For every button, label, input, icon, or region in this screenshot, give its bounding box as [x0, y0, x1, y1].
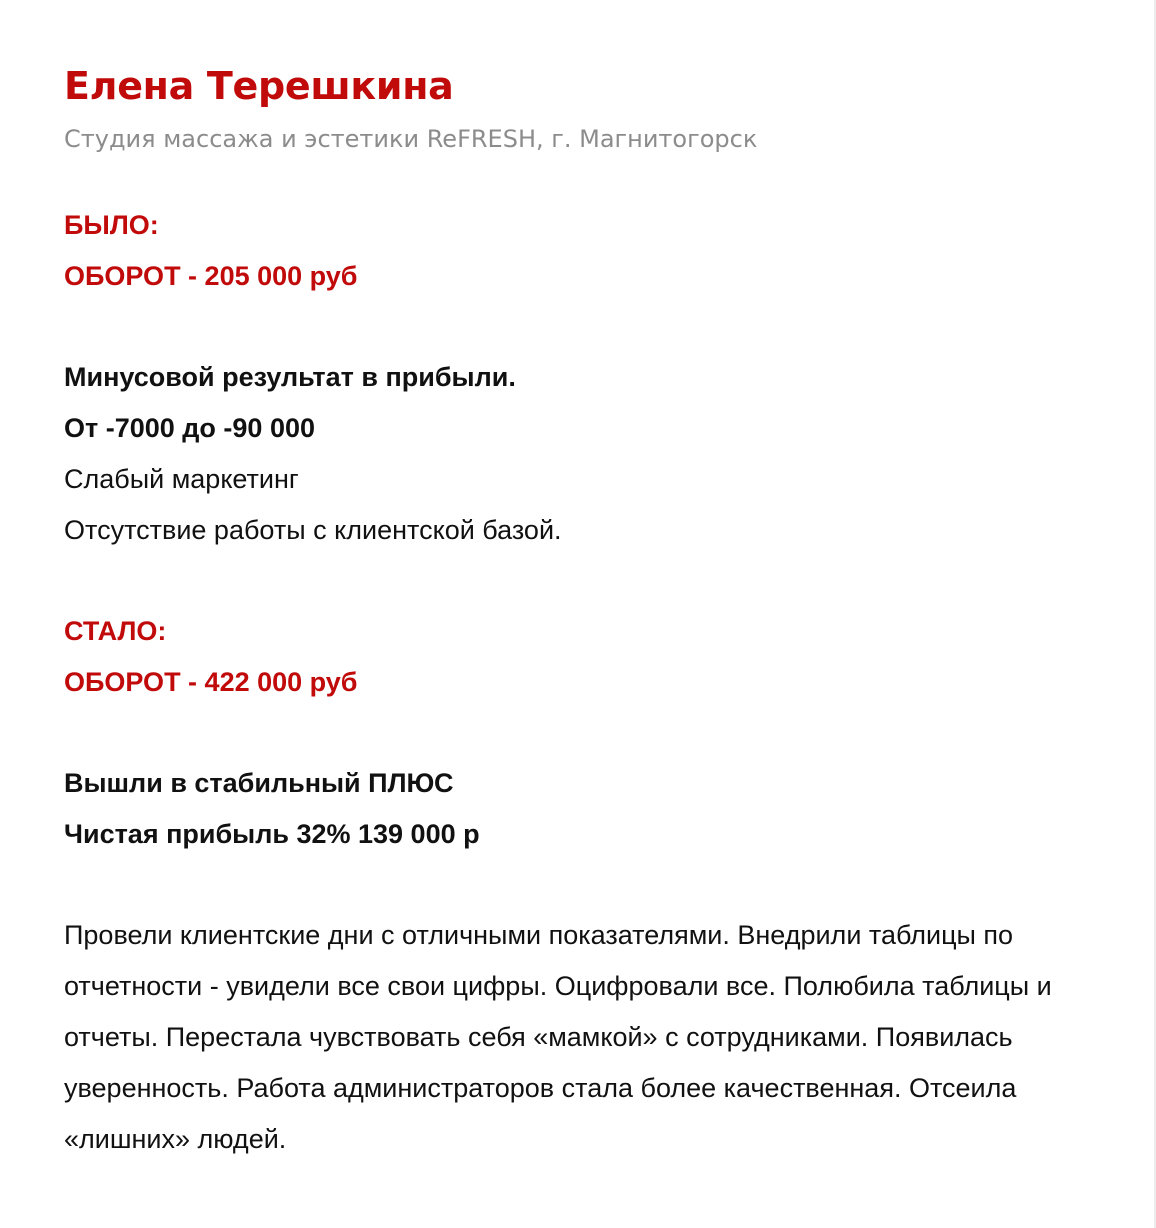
description-line: «лишних» людей.: [64, 1124, 287, 1154]
before-result-range: От -7000 до -90 000: [64, 413, 315, 443]
after-label: СТАЛО:: [64, 616, 167, 646]
studio-subtitle: Студия массажа и эстетики ReFRESH, г. Магнитогорск: [64, 125, 758, 153]
before-result-title: Минусовой результат в прибыли.: [64, 362, 516, 392]
description-line: Провели клиентские дни с отличными показателями. Внедрили таблицы по: [64, 920, 1014, 950]
after-section: [64, 606, 1104, 708]
before-label: БЫЛО:: [64, 210, 159, 240]
before-turnover: ОБОРОТ - 205 000 руб: [64, 261, 358, 291]
description-paragraph: [64, 910, 1104, 1165]
after-details: [64, 758, 1104, 860]
description-line: отчетности - увидели все свои цифры. Оцифровали все. Полюбила таблицы и: [64, 971, 1052, 1001]
person-name: Елена Терешкина: [64, 64, 454, 108]
testimonial-card: [64, 60, 1104, 1165]
description-line: уверенность. Работа администраторов стала более качественная. Отсеила: [64, 1073, 1017, 1103]
before-problem: Отсутствие работы с клиентской базой.: [64, 515, 562, 545]
before-details: [64, 352, 1104, 556]
after-net-profit: Чистая прибыль 32% 139 000 р: [64, 819, 480, 849]
before-problem: Слабый маркетинг: [64, 464, 299, 494]
description-line: отчеты. Перестала чувствовать себя «мамкой» с сотрудниками. Появилась: [64, 1022, 1013, 1052]
before-section: [64, 200, 1104, 302]
after-turnover: ОБОРОТ - 422 000 руб: [64, 667, 358, 697]
after-result-title: Вышли в стабильный ПЛЮС: [64, 768, 454, 798]
